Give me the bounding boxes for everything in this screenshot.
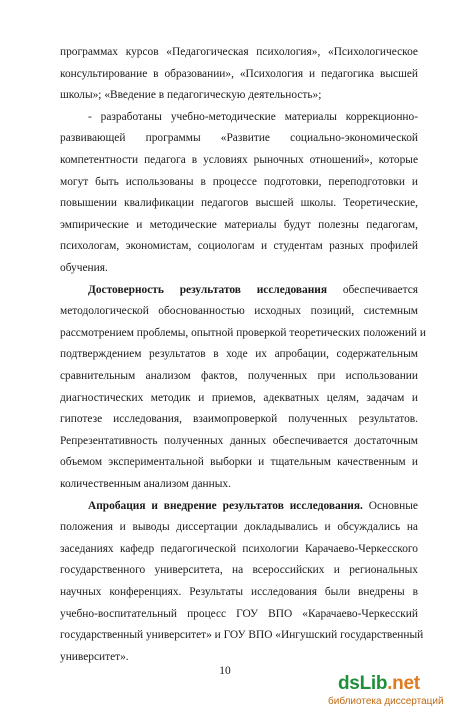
line-text: Основные [368,499,418,512]
watermark-logo [328,673,444,709]
text-line: учебно-воспитательный процесс ГОУ ВПО «Карачаево-Черкесский [60,607,418,620]
text-line: подтверждением результатов в ходе их апробации, содержательным [60,348,418,361]
text-line: консультирование в образовании», «Психология и педагогика высшей [60,67,418,80]
text-line [88,283,418,297]
text-line: - разработаны учебно-методические материалы коррекционно- [88,110,418,123]
text-line: университет». [60,650,129,663]
text-line: компетентности педагога в условиях рыночных отношений», которые [60,154,418,166]
watermark-tld: .net [387,673,420,694]
text-line: научных конференциях. Результаты исследования были внедрены в [60,586,418,598]
text-line: государственный университет» и ГОУ ВПО «Ингушский государственный [60,629,424,642]
text-line: сравнительным анализом фактов, полученных при использовании [60,370,418,382]
text-line: школы»; «Введение в педагогическую деятельность»; [60,89,322,102]
text-line: развивающей программы «Развитие социально-экономической [60,132,418,145]
text-line: эмпирические и методические материалы будут полезны педагогам, [60,218,418,231]
text-line: программах курсов «Педагогическая психология», «Психологическое [60,46,418,58]
text-line: методологической обоснованностью исходных позиций, системным [60,305,418,318]
text-line: диагностических методик и приемов, адекватных целям, задачам и [60,391,418,404]
watermark-title [338,673,420,695]
text-line: государственного университета, на всероссийских и региональных [60,564,418,577]
line-text: обеспечивается [342,283,418,296]
text-line: рассмотрением проблемы, опытной проверкой теоретических положений и [60,326,426,339]
text-line: заседаниях кафедр педагогической психологии Карачаево-Черкесского [60,542,418,555]
text-line: могут быть использованы в процессе подготовки, переподготовки и [60,175,418,188]
text-line: гипотезе исследования, взаимопроверкой полученных результатов. [60,413,418,426]
text-line: объемом экспериментальной выборки и тщательным качественным и [60,456,418,469]
text-line: Репрезентативность полученных данных обеспечивается достаточным [60,434,418,447]
text-line: обучения. [60,262,108,274]
watermark-brand: dsLib [338,673,388,694]
bold-heading: Апробация и внедрение результатов исследования. [88,499,363,512]
text-line: количественным анализом данных. [60,478,231,490]
text-line: повышении квалификации педагогов высшей школы. Теоретические, [60,197,418,210]
text-line: положения и выводы диссертации докладывались и обсуждались на [60,521,418,534]
watermark-subtitle: библиотека диссертаций [328,696,444,707]
bold-heading: Достоверность результатов исследования [88,283,328,296]
text-line [88,499,418,513]
page-number: 10 [219,665,231,677]
text-line: психологам, экономистам, социологам и студентам разных профилей [60,240,418,253]
